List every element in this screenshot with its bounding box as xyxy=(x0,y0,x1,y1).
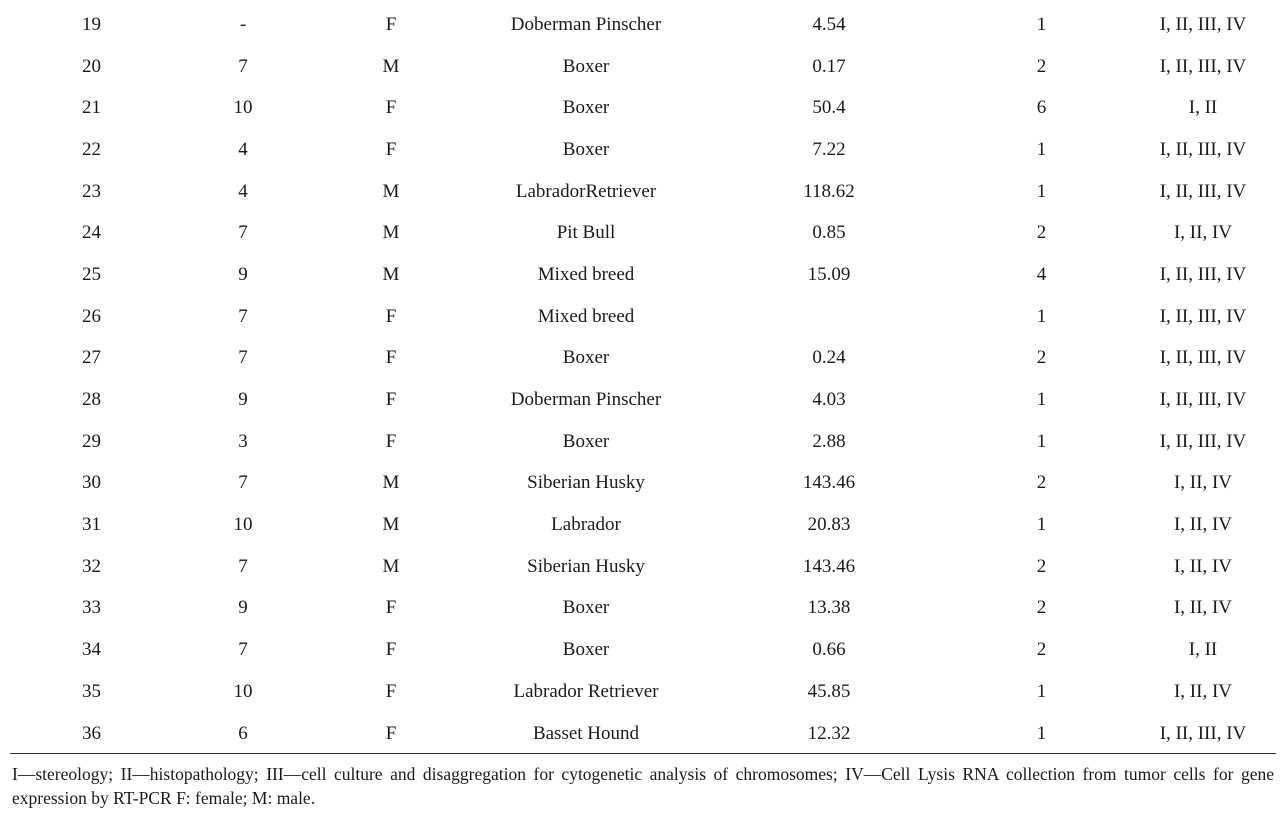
cell-age: 7 xyxy=(238,222,248,244)
cell-value: 45.85 xyxy=(807,680,851,702)
cell-case-id: 24 xyxy=(82,222,101,244)
table-row xyxy=(6,546,1282,588)
cell-count: 2 xyxy=(1036,639,1047,661)
cell-age: 7 xyxy=(238,639,248,661)
cell-age: 10 xyxy=(233,97,253,119)
cell-case-id: 27 xyxy=(82,347,101,369)
cell-age: 3 xyxy=(238,430,248,452)
cell-analyses: I, II, IV xyxy=(1173,472,1233,494)
cell-case-id: 35 xyxy=(82,680,101,702)
cell-sex: F xyxy=(385,722,397,744)
table-row xyxy=(6,87,1282,129)
cell-analyses: I, II, III, IV xyxy=(1159,13,1247,35)
cell-sex: M xyxy=(382,472,400,494)
table-row xyxy=(6,296,1282,338)
cell-breed: Doberman Pinscher xyxy=(510,389,662,411)
cell-case-id: 20 xyxy=(82,55,101,77)
cell-breed: Siberian Husky xyxy=(527,472,645,494)
cell-analyses: I, II, III, IV xyxy=(1159,305,1247,327)
cell-case-id: 33 xyxy=(82,597,101,619)
table-row xyxy=(6,588,1282,630)
cell-value xyxy=(699,296,959,338)
table-footnote: I—stereology; II—histopathology; III—cell culture and disaggregation for cytogenetic analysis of chromosomes; IV—Cell Lysis RNA collection from tumor cells for gene expression by RT-PCR F: female; M: male. xyxy=(12,764,1274,808)
cell-analyses: I, II, III, IV xyxy=(1159,722,1247,744)
table-row xyxy=(6,129,1282,171)
data-table-container xyxy=(0,4,1284,754)
table-body xyxy=(6,4,1282,754)
cell-analyses: I, II, IV xyxy=(1173,222,1233,244)
cell-age: 10 xyxy=(233,514,253,536)
cell-sex: F xyxy=(385,305,397,327)
cell-case-id: 23 xyxy=(82,180,101,202)
cell-sex: M xyxy=(382,514,400,536)
cell-analyses: I, II, III, IV xyxy=(1159,263,1247,285)
cell-age: 6 xyxy=(238,722,248,744)
cell-sex: M xyxy=(382,263,400,285)
cell-case-id: 19 xyxy=(82,13,101,35)
cell-value: 20.83 xyxy=(807,514,851,536)
cell-case-id: 34 xyxy=(82,639,101,661)
cell-count: 1 xyxy=(1036,514,1047,536)
cell-sex: F xyxy=(385,13,397,35)
cell-analyses: I, II xyxy=(1188,639,1218,661)
cell-case-id: 25 xyxy=(82,263,101,285)
cell-breed: Boxer xyxy=(562,347,610,369)
cell-age: 9 xyxy=(238,597,248,619)
cell-count: 1 xyxy=(1036,13,1047,35)
cell-age: 7 xyxy=(238,305,248,327)
cell-case-id: 30 xyxy=(82,472,101,494)
cell-breed: Boxer xyxy=(562,430,610,452)
table-row xyxy=(6,504,1282,546)
cell-value: 7.22 xyxy=(812,138,846,160)
cell-analyses: I, II, III, IV xyxy=(1159,180,1247,202)
table-bottom-rule xyxy=(10,753,1276,754)
cell-value: 13.38 xyxy=(807,597,851,619)
cell-count: 2 xyxy=(1036,222,1047,244)
cell-value: 143.46 xyxy=(802,472,856,494)
table-row xyxy=(6,421,1282,463)
cell-sex: M xyxy=(382,180,400,202)
cell-count: 1 xyxy=(1036,180,1047,202)
cell-value: 0.17 xyxy=(812,55,846,77)
cell-sex: F xyxy=(385,347,397,369)
cell-case-id: 29 xyxy=(82,430,101,452)
cell-value: 12.32 xyxy=(807,722,851,744)
cell-analyses: I, II, IV xyxy=(1173,680,1233,702)
cell-sex: F xyxy=(385,389,397,411)
cell-value: 118.62 xyxy=(803,180,855,202)
cell-case-id: 22 xyxy=(82,138,101,160)
table-row xyxy=(6,379,1282,421)
table-row xyxy=(6,212,1282,254)
cell-sex: M xyxy=(382,222,400,244)
cell-analyses: I, II, III, IV xyxy=(1159,347,1247,369)
table-row xyxy=(6,4,1282,46)
cell-breed: Boxer xyxy=(562,639,610,661)
cell-age: - xyxy=(239,13,247,35)
cell-sex: F xyxy=(385,597,397,619)
cell-breed: Boxer xyxy=(562,97,610,119)
cell-count: 2 xyxy=(1036,597,1047,619)
cell-age: 7 xyxy=(238,55,248,77)
cell-case-id: 21 xyxy=(82,97,101,119)
cell-breed: Doberman Pinscher xyxy=(510,13,662,35)
cell-age: 4 xyxy=(238,180,248,202)
cell-age: 7 xyxy=(238,347,248,369)
cell-age: 9 xyxy=(238,263,248,285)
cell-age: 10 xyxy=(233,680,253,702)
cell-count: 2 xyxy=(1036,347,1047,369)
cell-age: 7 xyxy=(238,555,248,577)
cell-sex: F xyxy=(385,639,397,661)
cell-age: 9 xyxy=(238,389,248,411)
cell-value: 2.88 xyxy=(812,430,846,452)
cell-analyses: I, II, III, IV xyxy=(1159,389,1247,411)
cell-breed: Boxer xyxy=(562,597,610,619)
cell-analyses: I, II, III, IV xyxy=(1159,55,1247,77)
data-table xyxy=(6,4,1282,754)
table-row xyxy=(6,171,1282,213)
cell-sex: M xyxy=(382,555,400,577)
cell-sex: F xyxy=(385,97,397,119)
cell-count: 1 xyxy=(1036,430,1047,452)
cell-case-id: 28 xyxy=(82,389,101,411)
cell-value: 0.24 xyxy=(812,347,846,369)
cell-count: 6 xyxy=(1036,97,1047,119)
cell-sex: F xyxy=(385,680,397,702)
cell-breed: Basset Hound xyxy=(532,722,640,744)
cell-breed: Labrador Retriever xyxy=(513,680,659,702)
cell-value: 4.54 xyxy=(812,13,846,35)
cell-age: 7 xyxy=(238,472,248,494)
cell-analyses: I, II, IV xyxy=(1173,514,1233,536)
cell-count: 4 xyxy=(1036,263,1047,285)
cell-breed: Boxer xyxy=(562,138,610,160)
table-row xyxy=(6,46,1282,88)
cell-value: 143.46 xyxy=(802,555,856,577)
table-row xyxy=(6,671,1282,713)
cell-value: 15.09 xyxy=(807,263,851,285)
cell-case-id: 36 xyxy=(82,722,101,744)
cell-sex: F xyxy=(385,430,397,452)
cell-value: 0.85 xyxy=(812,222,846,244)
cell-breed: Labrador xyxy=(551,514,621,536)
cell-analyses: I, II, III, IV xyxy=(1159,138,1247,160)
cell-count: 2 xyxy=(1036,555,1047,577)
cell-count: 2 xyxy=(1036,472,1047,494)
cell-breed: LabradorRetriever xyxy=(515,180,657,202)
cell-count: 2 xyxy=(1036,55,1047,77)
cell-count: 1 xyxy=(1036,389,1047,411)
cell-value: 50.4 xyxy=(812,97,846,119)
cell-analyses: I, II, IV xyxy=(1173,555,1233,577)
cell-analyses: I, II xyxy=(1188,97,1218,119)
table-row xyxy=(6,463,1282,505)
cell-count: 1 xyxy=(1036,138,1047,160)
cell-age: 4 xyxy=(238,138,248,160)
cell-breed: Pit Bull xyxy=(556,222,616,244)
cell-breed: Siberian Husky xyxy=(527,555,645,577)
cell-count: 1 xyxy=(1036,722,1047,744)
cell-sex: M xyxy=(382,55,400,77)
cell-sex: F xyxy=(385,138,397,160)
cell-breed: Mixed breed xyxy=(537,263,635,285)
table-row xyxy=(6,629,1282,671)
table-row xyxy=(6,338,1282,380)
cell-count: 1 xyxy=(1036,305,1047,327)
cell-value: 0.66 xyxy=(812,639,846,661)
cell-analyses: I, II, III, IV xyxy=(1159,430,1247,452)
table-row xyxy=(6,254,1282,296)
cell-breed: Boxer xyxy=(562,55,610,77)
cell-case-id: 26 xyxy=(82,305,101,327)
cell-analyses: I, II, IV xyxy=(1173,597,1233,619)
cell-case-id: 32 xyxy=(82,555,101,577)
cell-value: 4.03 xyxy=(812,389,846,411)
cell-count: 1 xyxy=(1036,680,1047,702)
table-row xyxy=(6,713,1282,755)
cell-breed: Mixed breed xyxy=(537,305,635,327)
cell-case-id: 31 xyxy=(82,514,101,536)
